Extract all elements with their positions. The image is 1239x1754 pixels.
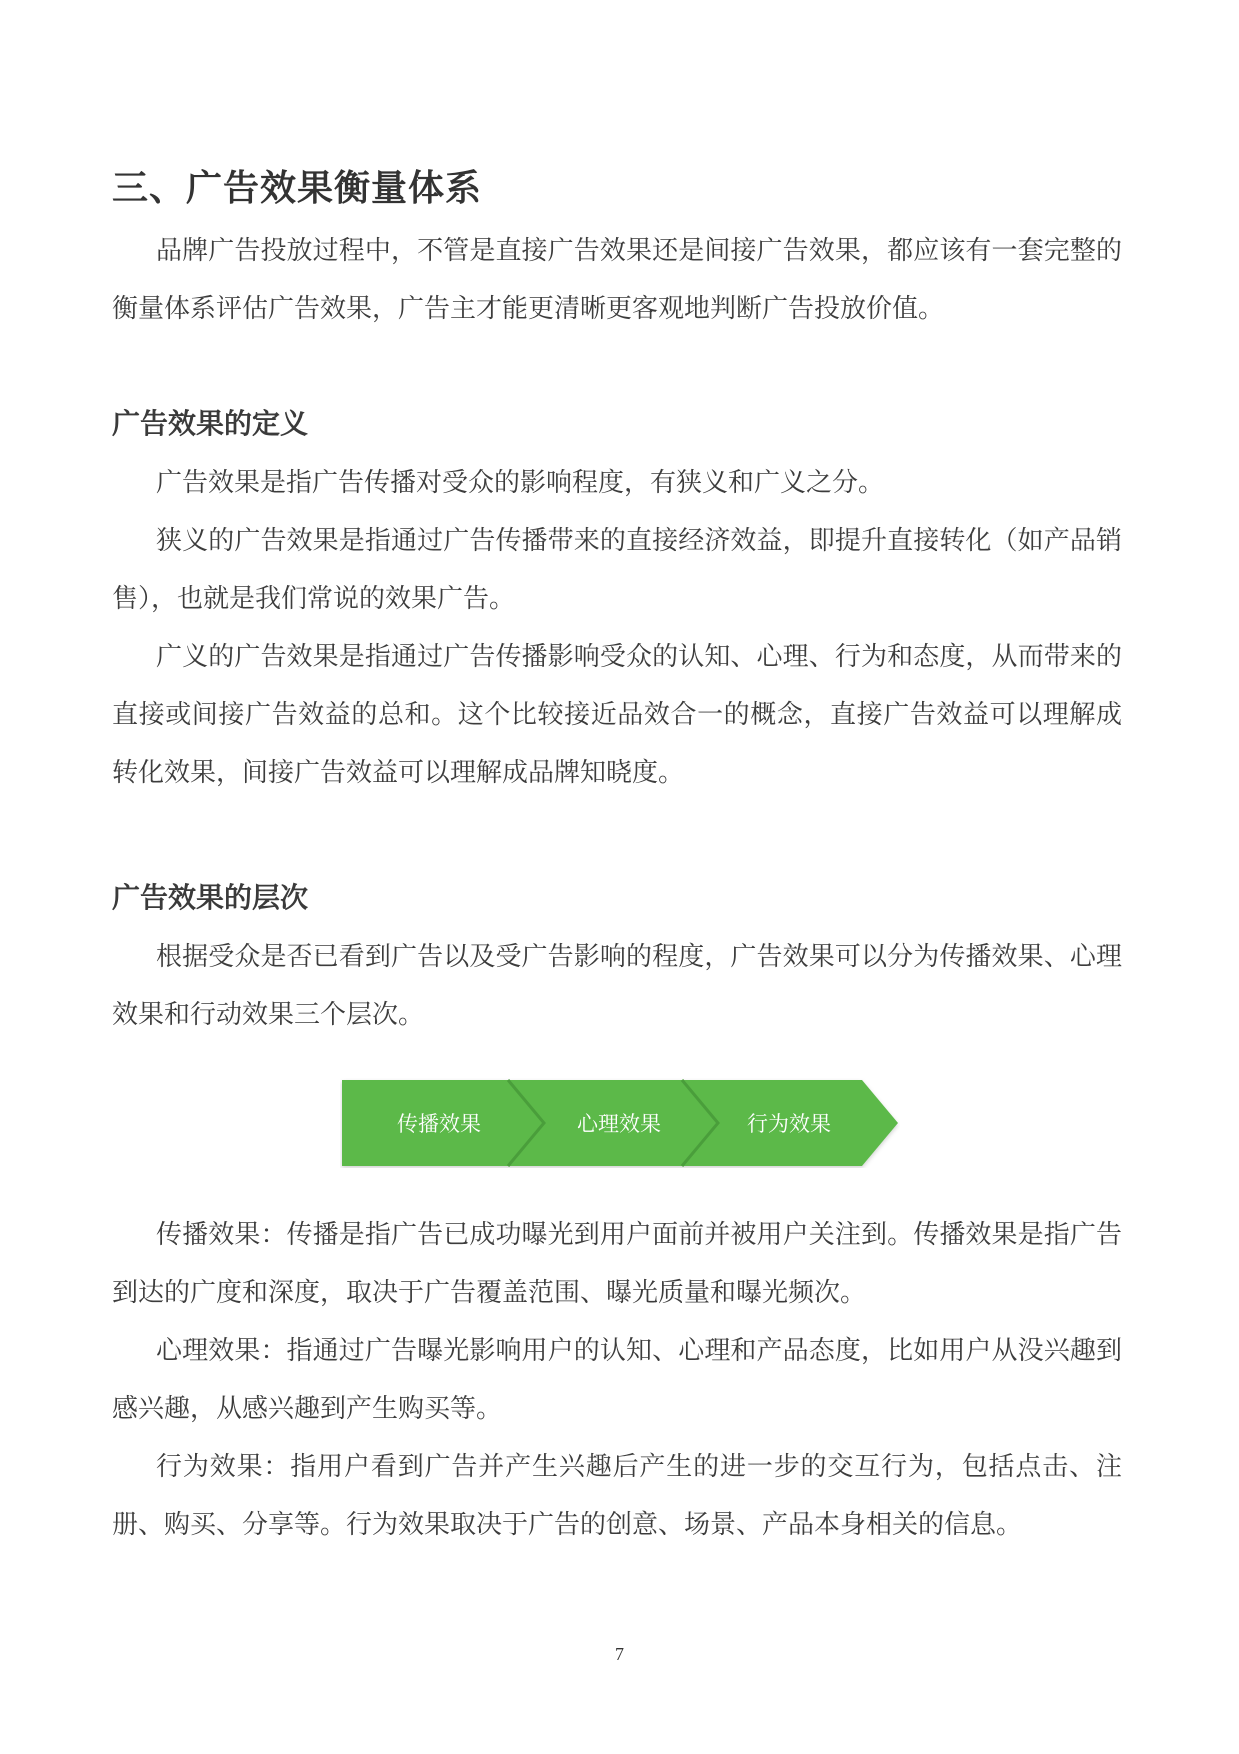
levels-detail-spread: 传播效果：传播是指广告已成功曝光到用户面前并被用户关注到。传播效果是指广告到达的广度和深度，取决于广告覆盖范围、曝光质量和曝光频次。: [112, 1220, 1122, 1308]
levels-intro-paragraph: 根据受众是否已看到广告以及受广告影响的程度，广告效果可以分为传播效果、心理效果和行动效果三个层次。: [112, 942, 1122, 1030]
section-intro-paragraph: 品牌广告投放过程中，不管是直接广告效果还是间接广告效果，都应该有一套完整的衡量体系评估广告效果，广告主才能更清晰更客观地判断广告投放价值。: [112, 236, 1122, 324]
definition-paragraph-1: 广告效果是指广告传播对受众的影响程度，有狭义和广义之分。: [156, 468, 885, 498]
levels-detail-behavior: 行为效果：指用户看到广告并产生兴趣后产生的进一步的交互行为，包括点击、注册、购买、分享等。行为效果取决于广告的创意、场景、产品本身相关的信息。: [112, 1452, 1122, 1540]
definition-heading: 广告效果的定义: [112, 407, 309, 440]
definition-paragraph-2: 狭义的广告效果是指通过广告传播带来的直接经济效益，即提升直接转化（如产品销售），也就是我们常说的效果广告。: [112, 526, 1122, 614]
page-number: 7: [615, 1644, 624, 1664]
effect-levels-flow-diagram: [340, 1078, 900, 1168]
levels-detail-psychology: 心理效果：指通过广告曝光影响用户的认知、心理和产品态度，比如用户从没兴趣到感兴趣，从感兴趣到产生购买等。: [112, 1336, 1122, 1424]
definition-paragraph-3: 广义的广告效果是指通过广告传播影响受众的认知、心理、行为和态度，从而带来的直接或间接广告效益的总和。这个比较接近品效合一的概念，直接广告效益可以理解成转化效果，间接广告效益可以理解成品牌知晓度。: [112, 642, 1122, 788]
flow-step-label-behavior: 行为效果: [747, 1112, 831, 1136]
levels-heading: 广告效果的层次: [112, 881, 309, 914]
flow-step-label-spread: 传播效果: [397, 1112, 481, 1136]
section-title: 三、广告效果衡量体系: [112, 168, 483, 209]
flow-step-label-psychology: 心理效果: [577, 1112, 661, 1136]
